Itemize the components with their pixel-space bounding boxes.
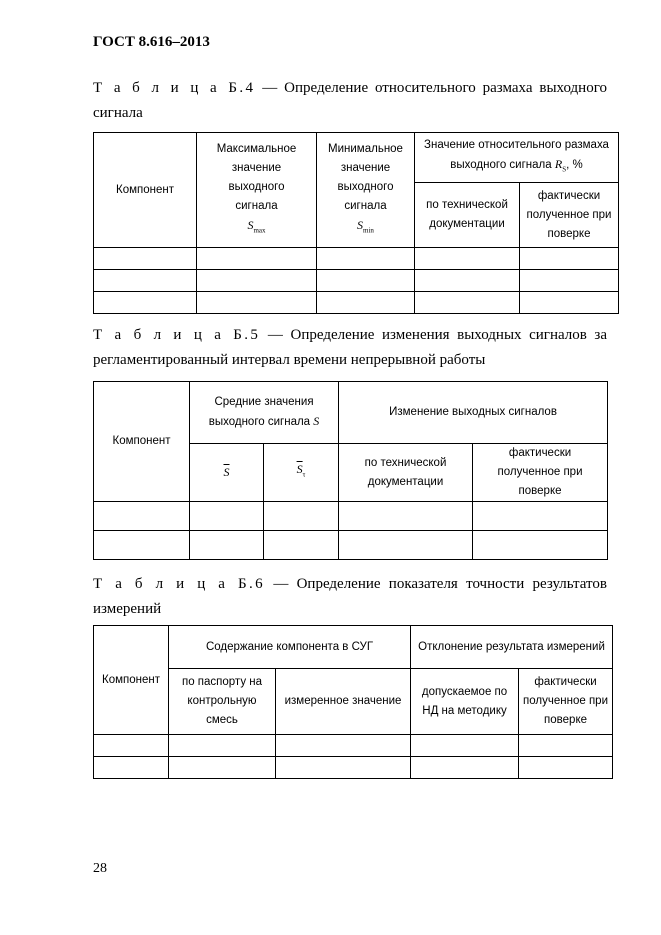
table-b5-header-mean-symbol: S [313, 414, 320, 428]
table-b5-label: Т а б л и ц а Б.5 [93, 327, 261, 343]
table-b5-header-doc: по технической документации [339, 444, 473, 502]
table-b4-header-actual: фактически полученное при поверке [520, 183, 619, 248]
table-b4 [93, 132, 619, 314]
table-b4-header-min-label: Минимальное значение выходного сигнала [328, 142, 403, 212]
table-b5 [93, 381, 608, 560]
table-b4-header-max-symbol: $S_{max}$ [247, 217, 266, 235]
table-b4-header-component: Компонент [94, 133, 197, 248]
table-row [94, 757, 613, 779]
table-b4-header-range-symbol: $R_S$ [554, 156, 567, 174]
table-b6-title: — Определение показателя точности результатов измерений [93, 576, 607, 617]
table-b5-caption [93, 323, 607, 373]
table-b5-header-change: Изменение выходных сигналов [339, 382, 608, 444]
table-b5-header-component: Компонент [94, 382, 190, 502]
table-b4-header-min [317, 133, 415, 248]
table-b4-label: Т а б л и ц а Б.4 [93, 80, 256, 96]
table-b5-header-mean-stau: $\overline{S}_\tau$ [264, 444, 339, 502]
table-b6-header-deviation: Отклонение результата измерений [411, 626, 613, 669]
table-b6-header-actual: фактически полученное при поверке [519, 669, 613, 735]
table-b5-header-mean [190, 382, 339, 444]
table-b4-header-min-symbol: $S_{min}$ [357, 217, 374, 235]
table-b4-header-range-label: Значение относительного размаха выходного сигнала [424, 138, 609, 171]
table-b4-header-max-label: Максимальное значение выходного сигнала [216, 142, 297, 212]
table-b4-title: — Определение относительного размаха выходного сигнала [93, 80, 607, 121]
table-row [94, 502, 608, 531]
table-b4-header-max [197, 133, 317, 248]
table-b5-header-actual: фактически полученное при поверке [473, 444, 608, 502]
page-number: 28 [93, 861, 107, 876]
table-b6-header-component: Компонент [94, 626, 169, 735]
table-b4-header-range-unit: , % [566, 158, 583, 171]
table-b6-header-measured: измеренное значение [276, 669, 411, 735]
table-row [94, 531, 608, 560]
table-b6-header-allowed: допускаемое по НД на методику [411, 669, 519, 735]
table-b4-caption [93, 76, 607, 126]
table-b6-caption [93, 572, 607, 622]
table-b5-title: — Определение изменения выходных сигналов за регламентированный интервал времени непрерывной работы [93, 327, 607, 368]
table-b4-header-doc: по технической документации [415, 183, 520, 248]
table-b6-header-passport: по паспорту на контрольную смесь [169, 669, 276, 735]
table-b6 [93, 625, 613, 779]
document-header: ГОСТ 8.616–2013 [93, 34, 210, 50]
table-b6-label: Т а б л и ц а Б.6 [93, 576, 266, 592]
table-b6-header-content: Содержание компонента в СУГ [169, 626, 411, 669]
table-row [94, 248, 619, 270]
table-b4-header-range [415, 133, 619, 183]
table-b5-header-mean-s: $\overline{S}$ [190, 444, 264, 502]
table-row [94, 270, 619, 292]
table-row [94, 735, 613, 757]
table-b5-header-mean-label: Средние значения выходного сигнала [208, 396, 314, 428]
table-row [94, 292, 619, 314]
